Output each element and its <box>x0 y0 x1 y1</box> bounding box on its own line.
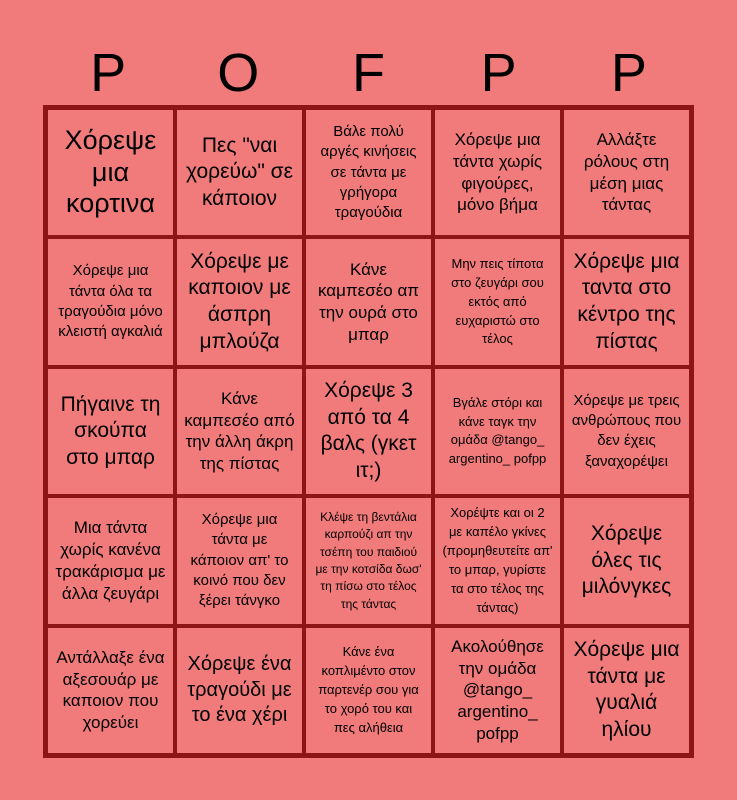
bingo-cell[interactable]: Αλλάξτε ρόλους στη μέση μιας τάντας <box>562 108 691 237</box>
bingo-cell[interactable]: Βγάλε στόρι και κάνε ταγκ την ομάδα @tango_ argentino_ pofpp <box>433 367 562 496</box>
bingo-cell[interactable]: Χόρεψε μια ταντα στο κέντρο της πίστας <box>562 237 691 366</box>
bingo-cell[interactable]: Χόρεψε ένα τραγούδι με το ένα χέρι <box>175 626 304 755</box>
bingo-cell[interactable]: Ακολούθησε την ομάδα @tango_ argentino_ pofpp <box>433 626 562 755</box>
bingo-cell[interactable]: Πήγαινε τη σκούπα στο μπαρ <box>46 367 175 496</box>
bingo-cell[interactable]: Μην πεις τίποτα στο ζευγάρι σου εκτός από ευχαριστώ στο τέλος <box>433 237 562 366</box>
bingo-cell[interactable]: Χόρεψε μια τάντα με κάποιον απ' το κοινό που δεν ξέρει τάνγκο <box>175 496 304 625</box>
bingo-cell[interactable]: Πες "ναι χορεύω" σε κάποιον <box>175 108 304 237</box>
bingo-cell[interactable]: Μια τάντα χωρίς κανένα τρακάρισμα με άλλα ζευγάρι <box>46 496 175 625</box>
header-letter-1: P <box>90 43 127 103</box>
header-letter-3: F <box>351 43 385 103</box>
bingo-cell[interactable]: Κλέψε τη βεντάλια καρπούζι απ την τσέπη του παιδιού με την κοτσίδα δωσ' τη πίσω στο τέλος της τάντας <box>304 496 433 625</box>
bingo-cell[interactable]: Χορέψτε και οι 2 με καπέλο γκίνες (προμηθευτείτε απ' το μπαρ, γυρίστε τα στο τέλος της τάντας) <box>433 496 562 625</box>
bingo-cell[interactable]: Χόρεψε μια κορτινα <box>46 108 175 237</box>
header-letter-4: P <box>480 43 517 103</box>
bingo-cell[interactable]: Χόρεψε μια τάντα με γυαλιά ηλίου <box>562 626 691 755</box>
bingo-cell[interactable]: Χόρεψε όλες τις μιλόνγκες <box>562 496 691 625</box>
bingo-cell[interactable]: Χόρεψε με τρεις ανθρώπους που δεν έχεις ξαναχορέψει <box>562 367 691 496</box>
bingo-cell[interactable]: Χόρεψε μια τάντα χωρίς φιγούρες, μόνο βήμα <box>433 108 562 237</box>
bingo-cell[interactable]: Χόρεψε 3 από τα 4 βαλς (γκετ ιτ;) <box>304 367 433 496</box>
bingo-cell[interactable]: Κάνε ένα κοπλιμέντο στον παρτενέρ σου για το χορό του και πες αλήθεια <box>304 626 433 755</box>
bingo-cell[interactable]: Χόρεψε με καποιον με άσπρη μπλούζα <box>175 237 304 366</box>
bingo-cell[interactable]: Αντάλλαξε ένα αξεσουάρ με καποιον που χορεύει <box>46 626 175 755</box>
bingo-header <box>43 40 694 106</box>
header-letter-2: O <box>217 43 260 103</box>
bingo-cell[interactable]: Κάνε καμπεσέο απ την ουρά στο μπαρ <box>304 237 433 366</box>
header-letter-5: P <box>610 43 647 103</box>
bingo-board <box>43 105 694 758</box>
bingo-cell[interactable]: Χόρεψε μια τάντα όλα τα τραγούδια μόνο κλειστή αγκαλιά <box>46 237 175 366</box>
bingo-cell[interactable]: Κάνε καμπεσέο από την άλλη άκρη της πίστας <box>175 367 304 496</box>
bingo-cell[interactable]: Βάλε πολύ αργές κινήσεις σε τάντα με γρήγορα τραγούδια <box>304 108 433 237</box>
